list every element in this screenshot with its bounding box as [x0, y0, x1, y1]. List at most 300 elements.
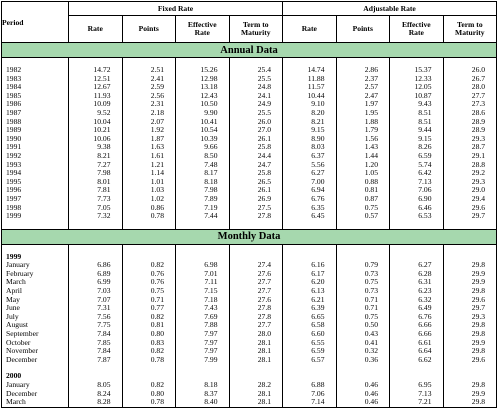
table-cell: 28.1 — [257, 354, 272, 364]
table-cell: 26.1 — [257, 133, 272, 143]
table-cell: 6.95 — [418, 380, 432, 389]
table-cell: 10.54 — [200, 125, 218, 135]
table-cell: 29.6 — [471, 354, 486, 364]
table-cell: 7.84 — [97, 329, 111, 339]
table-cell: 29.7 — [471, 303, 486, 313]
table-cell: 8.51 — [418, 116, 432, 126]
table-cell: 6.66 — [418, 329, 432, 339]
table-cell: 26.5 — [257, 176, 272, 186]
table-cell: 1.43 — [364, 142, 379, 152]
table-cell: 6.86 — [97, 260, 111, 270]
table-cell: 6.37 — [311, 150, 325, 160]
adj-term-col-header: Term to Maturity — [443, 16, 497, 43]
table-cell: 0.43 — [364, 329, 379, 339]
table-cell: 8.28 — [97, 397, 111, 407]
table-cell: 6.39 — [311, 303, 325, 313]
monthly-adj-effective-col — [390, 244, 444, 407]
table-cell: 8.50 — [204, 150, 218, 160]
table-cell: 6.28 — [418, 268, 432, 278]
table-cell: 7.15 — [204, 286, 218, 296]
table-cell: 0.82 — [150, 346, 164, 356]
table-cell: 1990 — [6, 133, 22, 143]
monthly-adj-rate-col — [283, 244, 337, 407]
table-cell: 0.82 — [150, 380, 164, 389]
table-cell: 25.5 — [257, 107, 272, 117]
table-cell: 27.4 — [257, 260, 272, 270]
table-cell: 6.89 — [97, 268, 111, 278]
table-cell: 9.43 — [418, 99, 432, 109]
table-cell: 6.17 — [311, 268, 325, 278]
monthly-fixed-effective-col — [176, 244, 230, 407]
table-cell: 6.27 — [311, 168, 325, 178]
table-cell: October — [6, 337, 31, 347]
adj-effective-rate-col-header: Effective Rate — [390, 16, 444, 43]
table-cell: 0.57 — [364, 211, 379, 221]
table-cell: 1.02 — [150, 193, 164, 203]
table-cell: 0.46 — [364, 397, 379, 407]
table-cell: November — [6, 346, 39, 356]
annual-adj-rate-col — [283, 58, 337, 230]
table-cell: 10.04 — [93, 116, 111, 126]
table-cell: 29.3 — [471, 133, 486, 143]
table-cell: 0.82 — [150, 260, 164, 270]
table-cell: 27.0 — [257, 125, 272, 135]
table-cell: 1991 — [6, 142, 22, 152]
monthly-data-section-header: Monthly Data — [2, 229, 497, 244]
table-cell: 0.76 — [150, 277, 164, 287]
table-cell: 10.41 — [200, 116, 218, 126]
table-cell: 29.8 — [471, 346, 486, 356]
table-cell: July — [6, 311, 19, 321]
table-cell: 7.01 — [204, 268, 218, 278]
table-cell: 1.14 — [150, 168, 164, 178]
table-cell: 8.21 — [311, 116, 325, 126]
table-cell: 28.9 — [471, 116, 486, 126]
table-cell: 15.37 — [414, 65, 432, 74]
table-cell: 6.64 — [418, 346, 432, 356]
fixed-rate-col-header: Rate — [69, 16, 123, 43]
table-cell: 27.6 — [257, 268, 272, 278]
table-cell: 7.87 — [97, 354, 111, 364]
table-cell: 12.98 — [200, 73, 218, 83]
fixed-rate-header: Fixed Rate — [69, 2, 283, 16]
table-cell: 9.52 — [97, 107, 111, 117]
table-cell: 29.3 — [471, 176, 486, 186]
table-cell: 1995 — [6, 176, 22, 186]
table-cell: 9.44 — [418, 125, 432, 135]
table-cell: 7.81 — [97, 185, 111, 195]
table-cell: 6.76 — [311, 193, 325, 203]
table-cell: 8.51 — [418, 107, 432, 117]
table-cell: 24.1 — [257, 90, 272, 100]
table-cell: 29.0 — [471, 185, 486, 195]
table-cell: 0.78 — [150, 354, 164, 364]
table-cell: 6.16 — [311, 260, 325, 270]
table-cell: 0.88 — [364, 176, 379, 186]
annual-period-col — [2, 58, 69, 230]
table-cell: 9.10 — [311, 99, 325, 109]
table-cell: 6.59 — [311, 346, 325, 356]
table-cell: 6.58 — [311, 320, 325, 330]
table-cell: 12.33 — [414, 73, 432, 83]
table-cell: 6.99 — [97, 277, 111, 287]
table-cell: 9.15 — [311, 125, 325, 135]
table-cell: 1.79 — [364, 125, 379, 135]
table-cell: 10.50 — [200, 99, 218, 109]
table-cell: 28.7 — [471, 142, 486, 152]
table-cell: 0.46 — [364, 388, 379, 398]
table-cell: March — [6, 397, 26, 407]
table-cell: 1993 — [6, 159, 22, 169]
table-cell: 0.36 — [364, 354, 379, 364]
table-cell: 29.9 — [471, 337, 486, 347]
table-cell: 6.98 — [204, 260, 218, 270]
table-cell: 7.89 — [204, 193, 218, 203]
table-cell: 6.35 — [311, 202, 325, 212]
table-cell: 27.7 — [257, 277, 272, 287]
table-cell: 7.97 — [204, 337, 218, 347]
fixed-term-col-header: Term to Maturity — [229, 16, 283, 43]
table-cell: 7.13 — [418, 388, 432, 398]
table-cell: 8.18 — [204, 380, 218, 389]
table-cell: 1984 — [6, 82, 22, 92]
table-cell: 28.9 — [471, 125, 486, 135]
table-cell: 0.71 — [364, 303, 379, 313]
table-cell: 8.37 — [204, 388, 218, 398]
table-cell: 9.66 — [204, 142, 218, 152]
table-cell: 28.1 — [257, 397, 272, 407]
table-cell: 0.87 — [364, 193, 379, 203]
table-cell: 29.7 — [471, 211, 486, 221]
table-cell: 1.97 — [364, 99, 379, 109]
table-cell: 29.8 — [471, 397, 486, 407]
table-cell: 0.32 — [364, 346, 379, 356]
table-cell: 1.61 — [150, 150, 164, 160]
table-cell: 12.67 — [93, 82, 111, 92]
table-cell: 6.65 — [311, 311, 325, 321]
table-cell: 8.40 — [204, 397, 218, 407]
table-cell: 0.82 — [150, 311, 164, 321]
table-cell: 25.8 — [257, 142, 272, 152]
fixed-effective-rate-col-header: Effective Rate — [176, 16, 230, 43]
table-cell: December — [6, 388, 38, 398]
adj-rate-col-header: Rate — [283, 16, 337, 43]
table-cell: 6.53 — [418, 211, 432, 221]
table-cell: 29.1 — [471, 150, 486, 160]
table-cell: 1.44 — [364, 150, 379, 160]
monthly-data-body — [2, 244, 497, 407]
table-cell: 6.57 — [311, 354, 325, 364]
table-cell: June — [6, 303, 20, 313]
mortgage-rates-table — [1, 1, 497, 408]
table-cell: 6.49 — [418, 303, 432, 313]
table-cell: 6.62 — [418, 354, 432, 364]
table-cell: 1992 — [6, 150, 22, 160]
table-cell: 10.87 — [414, 90, 432, 100]
table-cell: 7.56 — [97, 311, 111, 321]
annual-data-body — [2, 58, 497, 230]
table-cell: 6.59 — [418, 150, 432, 160]
table-cell: 26.0 — [471, 65, 486, 74]
table-cell: 1982 — [6, 65, 22, 74]
table-cell: August — [6, 320, 28, 330]
monthly-fixed-rate-col — [69, 244, 123, 407]
annual-fixed-points-col — [122, 58, 176, 230]
table-cell: 8.24 — [97, 388, 111, 398]
table-cell: 1999 — [6, 211, 22, 221]
table-cell: 10.06 — [93, 133, 111, 143]
table-cell: 28.0 — [257, 329, 272, 339]
monthly-group-2000-label: 2000 — [6, 371, 22, 381]
table-cell: 6.20 — [311, 277, 325, 287]
table-cell: 9.38 — [97, 142, 111, 152]
table-cell: 8.03 — [311, 142, 325, 152]
table-cell: 8.01 — [97, 176, 111, 186]
table-cell: 1997 — [6, 193, 22, 203]
table-cell: 8.21 — [97, 150, 111, 160]
table-cell: 1.21 — [150, 159, 164, 169]
table-cell: 26.9 — [257, 193, 272, 203]
table-cell: 8.18 — [204, 176, 218, 186]
table-cell: 29.8 — [471, 260, 486, 270]
table-cell: 0.46 — [364, 380, 379, 389]
table-cell: 28.1 — [257, 388, 272, 398]
table-cell: 0.78 — [150, 211, 164, 221]
table-cell: 5.74 — [418, 159, 432, 169]
table-cell: 6.45 — [311, 211, 325, 221]
table-cell: 7.14 — [311, 397, 325, 407]
annual-adj-effective-col — [390, 58, 444, 230]
table-cell: February — [6, 268, 34, 278]
annual-adj-points-col — [336, 58, 390, 230]
table-cell: 1.88 — [364, 116, 379, 126]
table-cell: 0.75 — [364, 202, 379, 212]
table-cell: 27.7 — [257, 286, 272, 296]
table-cell: 27.7 — [471, 90, 486, 100]
table-cell: 1989 — [6, 125, 22, 135]
monthly-fixed-term-col — [229, 244, 283, 407]
table-cell: 7.13 — [418, 176, 432, 186]
table-cell: 1998 — [6, 202, 22, 212]
table-cell: 7.18 — [204, 294, 218, 304]
table-cell: 0.75 — [364, 311, 379, 321]
table-cell: 6.66 — [418, 320, 432, 330]
table-cell: January — [6, 260, 30, 270]
table-cell: 6.90 — [418, 193, 432, 203]
table-cell: 7.97 — [204, 329, 218, 339]
table-cell: 1985 — [6, 90, 22, 100]
table-cell: March — [6, 277, 26, 287]
table-cell: 1.87 — [150, 133, 164, 143]
monthly-group-1999-label: 1999 — [6, 251, 22, 261]
annual-fixed-effective-col — [176, 58, 230, 230]
table-cell: 7.98 — [97, 168, 111, 178]
table-cell: 13.18 — [200, 82, 218, 92]
table-cell: 26.7 — [471, 73, 486, 83]
table-cell: 6.88 — [311, 380, 325, 389]
table-cell: 7.06 — [418, 185, 432, 195]
table-cell: 0.75 — [364, 277, 379, 287]
table-cell: 8.17 — [204, 168, 218, 178]
table-cell: 28.0 — [471, 82, 486, 92]
table-cell: 26.0 — [257, 116, 272, 126]
table-cell: 28.1 — [257, 346, 272, 356]
table-cell: 0.77 — [150, 303, 164, 313]
table-cell: 6.27 — [418, 260, 432, 270]
table-cell: 6.31 — [418, 277, 432, 287]
table-cell: 0.79 — [364, 260, 379, 270]
period-header: Period — [2, 2, 69, 43]
table-cell: 0.86 — [150, 202, 164, 212]
table-cell: 25.8 — [257, 168, 272, 178]
table-cell: 7.88 — [204, 320, 218, 330]
table-cell: 27.8 — [257, 211, 272, 221]
table-cell: 7.85 — [97, 337, 111, 347]
table-cell: 1.56 — [364, 133, 379, 143]
table-cell: 10.39 — [200, 133, 218, 143]
table-cell: 7.32 — [97, 211, 111, 221]
table-cell: 2.31 — [150, 99, 164, 109]
table-cell: 6.61 — [418, 337, 432, 347]
table-cell: 7.07 — [97, 294, 111, 304]
table-cell: 0.50 — [364, 320, 379, 330]
table-cell: 0.80 — [150, 329, 164, 339]
table-cell: 27.3 — [471, 99, 486, 109]
table-cell: 29.6 — [471, 202, 486, 212]
table-cell: 29.6 — [471, 294, 486, 304]
table-cell: 27.6 — [257, 294, 272, 304]
table-cell: 24.4 — [257, 150, 272, 160]
table-cell: 28.6 — [471, 107, 486, 117]
table-cell: 10.09 — [93, 99, 111, 109]
table-cell: 2.51 — [150, 65, 164, 74]
table-cell: December — [6, 354, 38, 364]
table-cell: 9.90 — [204, 107, 218, 117]
monthly-adj-points-col — [336, 244, 390, 407]
table-cell: 7.03 — [97, 286, 111, 296]
table-cell: 2.86 — [364, 65, 379, 74]
table-cell: 7.73 — [97, 193, 111, 203]
table-cell: 29.9 — [471, 277, 486, 287]
table-cell: 1994 — [6, 168, 22, 178]
table-cell: 24.7 — [257, 159, 272, 169]
table-cell: 1986 — [6, 99, 22, 109]
table-cell: 7.06 — [311, 388, 325, 398]
table-cell: 7.19 — [204, 202, 218, 212]
table-cell: 0.71 — [150, 294, 164, 304]
table-cell: 2.07 — [150, 116, 164, 126]
table-cell: May — [6, 294, 20, 304]
table-cell: 0.73 — [364, 286, 379, 296]
monthly-fixed-points-col — [122, 244, 176, 407]
table-cell: 2.56 — [150, 90, 164, 100]
table-cell: 0.81 — [364, 185, 379, 195]
table-cell: 8.20 — [311, 107, 325, 117]
table-cell: 28.2 — [257, 380, 272, 389]
table-cell: 29.3 — [471, 311, 486, 321]
table-cell: 6.76 — [418, 311, 432, 321]
table-cell: 6.46 — [418, 202, 432, 212]
table-cell: 2.47 — [364, 90, 379, 100]
table-cell: 7.31 — [97, 303, 111, 313]
table-cell: 24.8 — [257, 82, 272, 92]
table-cell: 6.94 — [311, 185, 325, 195]
table-cell: 8.26 — [418, 142, 432, 152]
table-cell: 6.13 — [311, 286, 325, 296]
table-cell: 28.1 — [257, 337, 272, 347]
table-cell: 27.7 — [257, 320, 272, 330]
table-cell: 26.1 — [257, 185, 272, 195]
table-cell: 1996 — [6, 185, 22, 195]
table-cell: 9.15 — [418, 133, 432, 143]
table-cell: 7.00 — [311, 176, 325, 186]
table-cell: 6.21 — [311, 294, 325, 304]
monthly-adj-term-col — [443, 244, 497, 407]
table-cell: 8.05 — [97, 380, 111, 389]
table-cell: 11.57 — [307, 82, 325, 92]
table-cell: 12.43 — [200, 90, 218, 100]
table-cell: 12.05 — [414, 82, 432, 92]
table-cell: 0.78 — [150, 397, 164, 407]
table-cell: 25.4 — [257, 65, 272, 74]
table-cell: 25.5 — [257, 73, 272, 83]
table-cell: 7.05 — [97, 202, 111, 212]
table-cell: 7.27 — [97, 159, 111, 169]
table-cell: 29.2 — [471, 168, 486, 178]
table-cell: 2.59 — [150, 82, 164, 92]
annual-adj-term-col — [443, 58, 497, 230]
table-cell: 7.97 — [204, 346, 218, 356]
table-cell: 7.84 — [97, 346, 111, 356]
table-cell: 29.9 — [471, 388, 486, 398]
table-cell: 6.23 — [418, 286, 432, 296]
table-cell: 6.60 — [311, 329, 325, 339]
table-cell: 2.18 — [150, 107, 164, 117]
table-cell: 28.8 — [471, 159, 486, 169]
fixed-points-col-header: Points — [122, 16, 176, 43]
table-cell: 14.74 — [307, 65, 325, 74]
table-cell: 2.41 — [150, 73, 164, 83]
table-cell: 2.57 — [364, 82, 379, 92]
table-cell: 7.69 — [204, 311, 218, 321]
table-cell: 10.44 — [307, 90, 325, 100]
table-cell: 0.83 — [150, 337, 164, 347]
table-cell: 1.20 — [364, 159, 379, 169]
annual-fixed-rate-col — [69, 58, 123, 230]
table-cell: 11.88 — [307, 73, 325, 83]
table-cell: 5.56 — [311, 159, 325, 169]
table-cell: January — [6, 380, 30, 389]
table-cell: 10.21 — [93, 125, 111, 135]
table-cell: 7.21 — [418, 397, 432, 407]
table-cell: 1987 — [6, 107, 22, 117]
table-cell: 27.8 — [257, 303, 272, 313]
annual-fixed-term-col — [229, 58, 283, 230]
table-cell: 1988 — [6, 116, 22, 126]
table-cell: 0.71 — [364, 294, 379, 304]
table-cell: 1.95 — [364, 107, 379, 117]
adjustable-rate-header: Adjustable Rate — [283, 2, 497, 16]
table-cell: 1.92 — [150, 125, 164, 135]
table-cell: 11.93 — [93, 90, 111, 100]
monthly-period-col — [2, 244, 69, 407]
table-cell: 1.63 — [150, 142, 164, 152]
table-cell: 0.75 — [150, 286, 164, 296]
table-cell: 1.03 — [150, 185, 164, 195]
table-cell: 15.26 — [200, 65, 218, 74]
table-cell: 0.73 — [364, 268, 379, 278]
table-cell: 7.11 — [204, 277, 218, 287]
